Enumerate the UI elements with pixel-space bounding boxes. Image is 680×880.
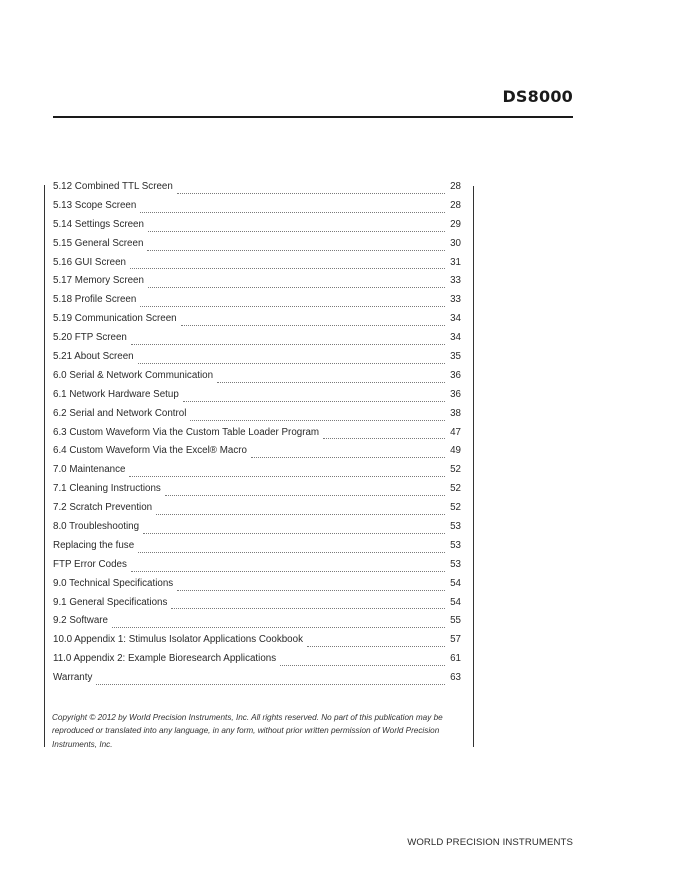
toc-entry-label: 5.18 Profile Screen [53, 294, 137, 306]
toc-leader [190, 420, 445, 421]
toc-leader [143, 533, 445, 534]
toc-entry-page: 33 [450, 275, 461, 287]
document-title: DS8000 [502, 87, 573, 106]
toc-entry-label: 5.19 Communication Screen [53, 313, 177, 325]
toc-entry[interactable] [53, 351, 461, 370]
toc-entry-page: 63 [450, 672, 461, 684]
toc-leader [112, 627, 445, 628]
toc-entry-page: 53 [450, 558, 461, 570]
toc-entry[interactable] [53, 257, 461, 276]
toc-leader [171, 608, 445, 609]
table-of-contents [53, 181, 461, 691]
footer-company-name: WORLD PRECISION INSTRUMENTS [407, 837, 573, 848]
toc-entry[interactable] [53, 634, 461, 653]
toc-leader [156, 514, 445, 515]
toc-entry[interactable] [53, 559, 461, 578]
toc-entry-label: 9.0 Technical Specifications [53, 577, 174, 589]
toc-entry[interactable] [53, 578, 461, 597]
toc-leader [148, 231, 445, 232]
toc-entry-page: 52 [450, 464, 461, 476]
toc-entry[interactable] [53, 427, 461, 446]
toc-entry-label: 6.2 Serial and Network Control [53, 407, 187, 419]
toc-entry-page: 30 [450, 237, 461, 249]
toc-entry-page: 47 [450, 426, 461, 438]
header-rule [53, 116, 573, 118]
toc-entry-label: 5.16 GUI Screen [53, 256, 126, 268]
toc-entry[interactable] [53, 502, 461, 521]
toc-entry-page: 38 [450, 407, 461, 419]
left-margin-line [44, 185, 45, 747]
toc-entry[interactable] [53, 332, 461, 351]
toc-entry-page: 34 [450, 332, 461, 344]
toc-leader [148, 287, 445, 288]
toc-entry[interactable] [53, 370, 461, 389]
toc-entry[interactable] [53, 672, 461, 691]
toc-entry[interactable] [53, 483, 461, 502]
toc-entry-page: 28 [450, 181, 461, 192]
toc-leader [177, 590, 445, 591]
right-margin-line [473, 186, 474, 747]
toc-entry-label: 10.0 Appendix 1: Stimulus Isolator Applications Cookbook [53, 634, 303, 646]
toc-entry[interactable] [53, 653, 461, 672]
toc-entry[interactable] [53, 181, 461, 200]
toc-entry-page: 57 [450, 634, 461, 646]
toc-entry-label: 7.2 Scratch Prevention [53, 502, 153, 514]
toc-entry-page: 36 [450, 388, 461, 400]
toc-leader [129, 476, 445, 477]
toc-entry-page: 36 [450, 369, 461, 381]
toc-entry-label: 6.1 Network Hardware Setup [53, 388, 179, 400]
toc-entry-page: 35 [450, 351, 461, 363]
toc-entry[interactable] [53, 313, 461, 332]
toc-leader [131, 344, 445, 345]
toc-leader [251, 457, 445, 458]
toc-leader [96, 684, 445, 685]
toc-entry[interactable] [53, 238, 461, 257]
toc-leader [130, 268, 445, 269]
toc-entry-label: 6.3 Custom Waveform Via the Custom Table Loader Program [53, 426, 320, 438]
toc-entry-label: 5.12 Combined TTL Screen [53, 181, 173, 192]
toc-entry-page: 52 [450, 483, 461, 495]
toc-leader [307, 646, 445, 647]
toc-entry-page: 34 [450, 313, 461, 325]
toc-leader [140, 212, 445, 213]
toc-entry-label: 7.0 Maintenance [53, 464, 126, 476]
toc-leader [165, 495, 445, 496]
toc-entry-label: 11.0 Appendix 2: Example Bioresearch Applications [53, 653, 277, 665]
toc-entry-page: 28 [450, 199, 461, 211]
toc-entry[interactable] [53, 408, 461, 427]
toc-leader [280, 665, 445, 666]
toc-entry[interactable] [53, 464, 461, 483]
toc-entry-label: 5.13 Scope Screen [53, 199, 137, 211]
toc-entry[interactable] [53, 389, 461, 408]
toc-entry-label: 8.0 Troubleshooting [53, 521, 140, 533]
toc-leader [138, 552, 445, 553]
toc-leader [140, 306, 445, 307]
toc-entry-page: 55 [450, 615, 461, 627]
toc-entry[interactable] [53, 521, 461, 540]
toc-entry-label: 5.17 Memory Screen [53, 275, 144, 287]
toc-entry[interactable] [53, 275, 461, 294]
toc-entry-label: 7.1 Cleaning Instructions [53, 483, 161, 495]
toc-entry-page: 49 [450, 445, 461, 457]
toc-entry[interactable] [53, 615, 461, 634]
toc-entry-page: 53 [450, 521, 461, 533]
toc-entry-label: 6.4 Custom Waveform Via the Excel® Macro [53, 445, 247, 457]
toc-entry-label: 6.0 Serial & Network Communication [53, 369, 214, 381]
toc-entry-page: 52 [450, 502, 461, 514]
toc-entry-page: 54 [450, 596, 461, 608]
copyright-notice: Copyright © 2012 by World Precision Instruments, Inc. All rights reserved. No part of this publication may be reproduced or translated into any language, in any form, without prior written permission of World Precision Instruments, Inc. [52, 713, 443, 749]
toc-entry-page: 54 [450, 577, 461, 589]
toc-entry-label: 5.20 FTP Screen [53, 332, 127, 344]
toc-entry-page: 31 [450, 256, 461, 268]
toc-entry-label: 9.2 Software [53, 615, 109, 627]
toc-entry-page: 29 [450, 218, 461, 230]
toc-leader [131, 571, 445, 572]
toc-entry[interactable] [53, 597, 461, 616]
toc-entry[interactable] [53, 200, 461, 219]
toc-entry-label: 5.14 Settings Screen [53, 218, 144, 230]
toc-entry-label: FTP Error Codes [53, 558, 127, 570]
toc-entry[interactable] [53, 540, 461, 559]
toc-leader [217, 382, 445, 383]
toc-entry-page: 61 [450, 653, 461, 665]
toc-leader [183, 401, 445, 402]
toc-entry-page: 33 [450, 294, 461, 306]
toc-entry-label: 5.21 About Screen [53, 351, 134, 363]
toc-entry-label: 5.15 General Screen [53, 237, 144, 249]
toc-entry-label: Warranty [53, 672, 93, 684]
toc-leader [181, 325, 445, 326]
toc-leader [323, 438, 445, 439]
toc-entry-label: Replacing the fuse [53, 539, 135, 551]
toc-entry-page: 53 [450, 539, 461, 551]
toc-entry[interactable] [53, 445, 461, 464]
toc-leader [138, 363, 445, 364]
toc-leader [177, 193, 445, 194]
toc-entry-label: 9.1 General Specifications [53, 596, 168, 608]
toc-leader [147, 250, 445, 251]
toc-entry[interactable] [53, 219, 461, 238]
toc-entry[interactable] [53, 294, 461, 313]
